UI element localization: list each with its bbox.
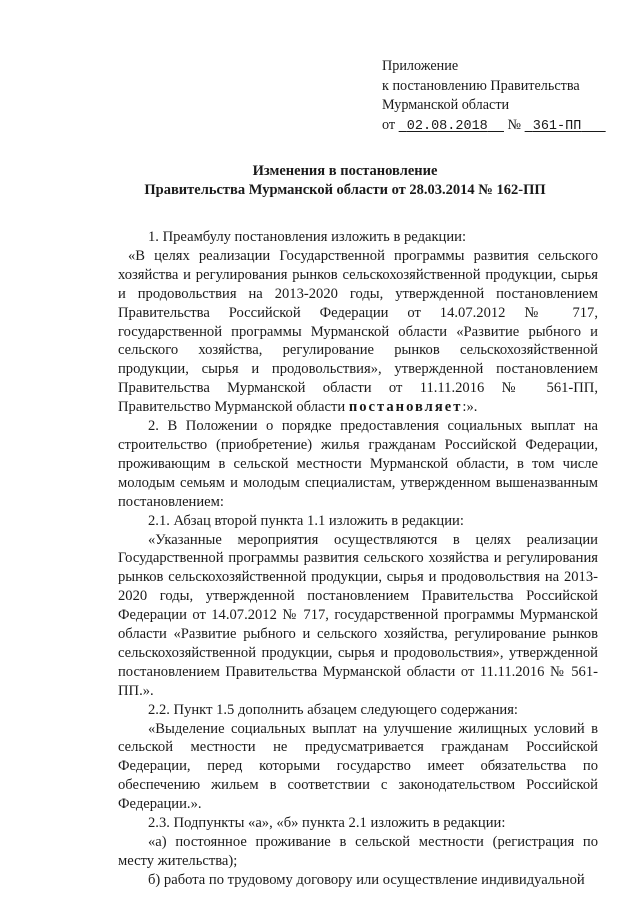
document-body	[118, 228, 598, 890]
paragraph-1: 1. Преамбулу постановления изложить в редакции:	[148, 229, 467, 245]
resolution-number: 361-ПП	[532, 118, 582, 134]
paragraph-10: б) работа по трудовому договору или осуществление индивидуальной	[148, 871, 585, 888]
paragraph-4: 2.1. Абзац второй пункта 1.1 изложить в редакции:	[148, 512, 464, 529]
appendix-block	[382, 57, 606, 136]
paragraph-7: «Выделение социальных выплат на улучшение жилищных условий в сельской местности не предусматривается гражданам Российской Федерации, перед которыми государство имеет обязательства по обеспечению жильем в соответствии с законодательством Российской Федерации.».	[118, 720, 598, 813]
paragraph-6: 2.2. Пункт 1.5 дополнить абзацем следующего содержания:	[148, 701, 518, 718]
number-sign: №	[507, 116, 522, 133]
spaced-keyword: постановляет	[348, 399, 463, 416]
paragraph-3: 2. В Положении о порядке предоставления социальных выплат на строительство (приобретение) жилья гражданам Российской Федерации, проживающим в сельской местности Мурманской области, в том числе молодым семьям и молодым специалистам, утвержденном вышеназванным постановлением:	[118, 418, 598, 510]
paragraph-9: «а) постоянное проживание в сельской местности (регистрация по месту жительства);	[118, 834, 598, 869]
appendix-line-3: Мурманской области	[382, 97, 510, 113]
date-prefix: от	[382, 116, 396, 133]
appendix-date-line	[382, 116, 606, 137]
paragraph-8: 2.3. Подпункты «а», «б» пункта 2.1 изложить в редакции:	[148, 815, 506, 832]
document-title-line-1: Изменения в постановление	[252, 163, 438, 179]
resolution-date: 02.08.2018	[406, 118, 488, 134]
paragraph-2: «В целях реализации Государственной программы развития сельского хозяйства и регулирования рынков сельскохозяйственной продукции, сырья и продовольствия на 2013-2020 годы, утвержденной постановлением Правительства Российской Федерации от 14.07.2012 № 717, государственной программы Мурманской области «Развитие рыбного и сельского хозяйства, регулирование рынков сельскохозяйственной продукции, сырья и продовольствия», утвержденной постановлением Правительства Мурманской области от 11.11.2016 № 561-ПП, Правительство Мурманской области постановляет:».	[118, 247, 598, 416]
paragraph-5: «Указанные мероприятия осуществляются в целях реализации Государственной программы развития сельского хозяйства и регулирования рынков сельскохозяйственной продукции, сырья и продовольствия на 2013-2020 годы, утвержденной постановлением Правительства Российской Федерации от 14.07.2012 № 717, государственной программы Мурманской области «Развитие рыбного и сельского хозяйства, регулирование рынков сельскохозяйственной продукции, сырья и продовольствия», утвержденной постановлением Правительства Мурманской области от 11.11.2016 № 561-ПП.».	[118, 531, 598, 699]
appendix-line-1: Приложение	[382, 58, 459, 74]
document-title-line-2: Правительства Мурманской области от 28.03.2014 № 162-ПП	[144, 182, 546, 198]
appendix-line-2: к постановлению Правительства	[382, 77, 580, 94]
